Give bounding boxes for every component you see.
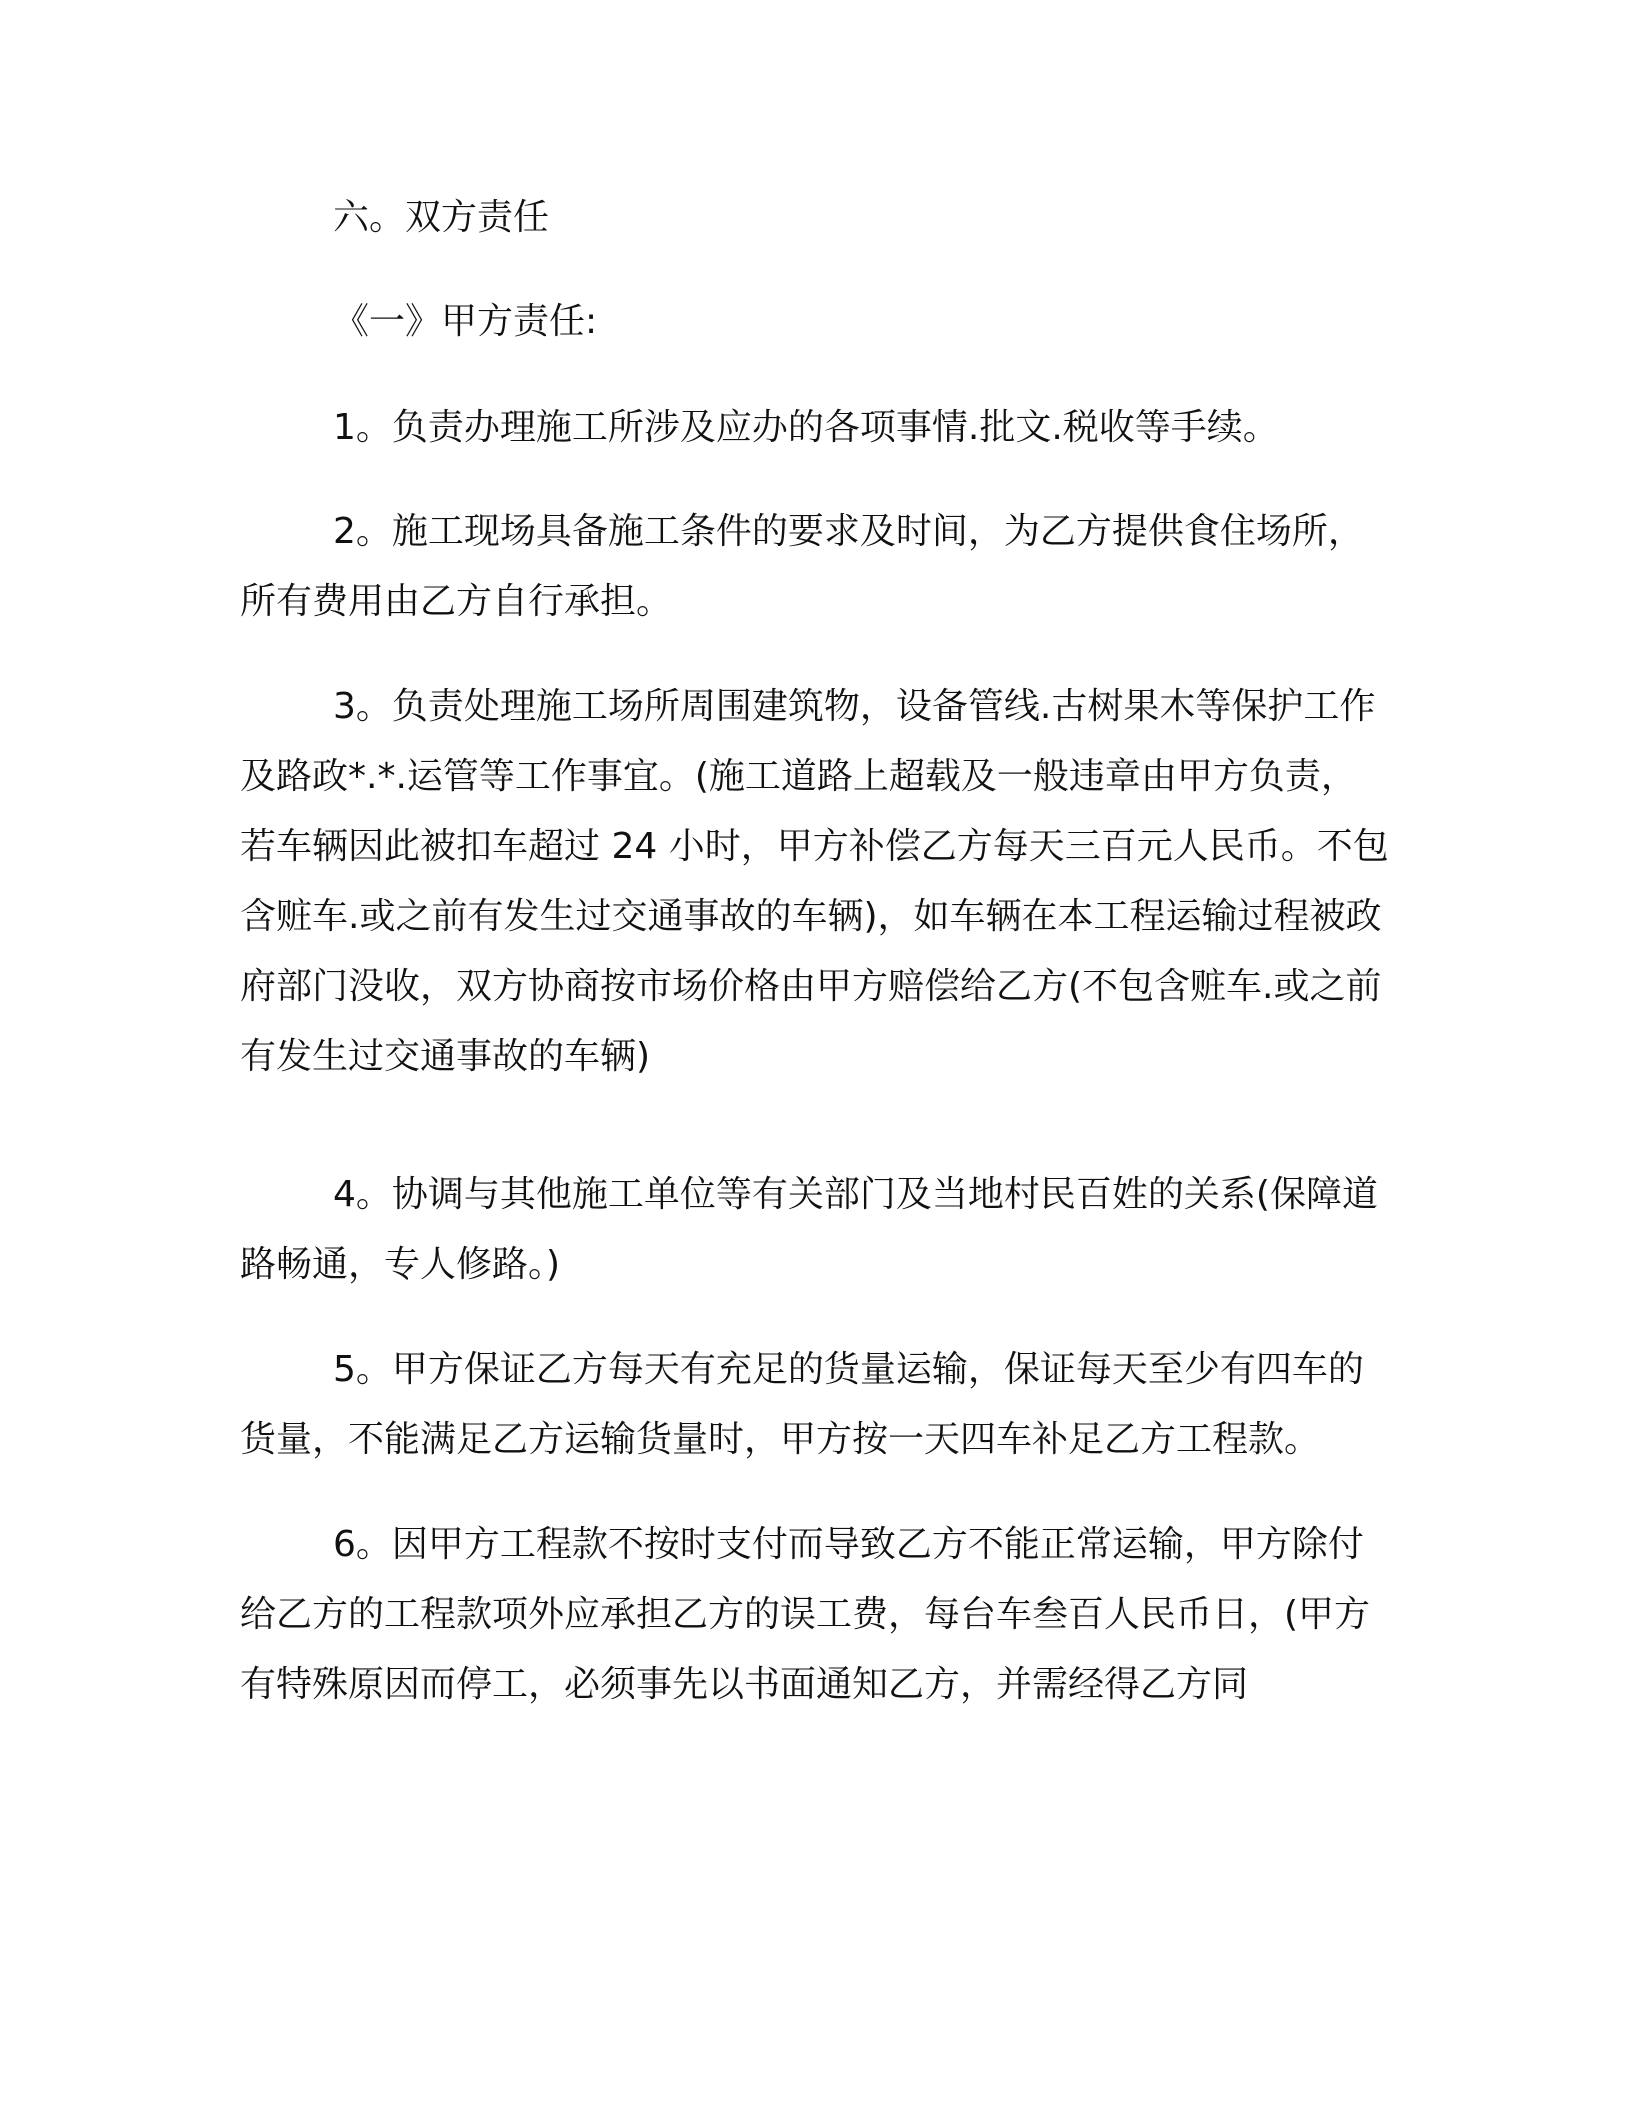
subsection-title: 《一》甲方责任: [333,301,598,342]
paragraph-6: 6。因甲方工程款不按时支付而导致乙方不能正常运输，甲方除付给乙方的工程款项外应承担乙方的误工费，每台车叁百人民币日，(甲方有特殊原因而停工，必须事先以书面通知乙方，并需经得乙方同 [240,1524,1371,1705]
paragraph-5: 5。甲方保证乙方每天有充足的货量运输，保证每天至少有四车的货量，不能满足乙方运输货量时，甲方按一天四车补足乙方工程款。 [240,1349,1364,1460]
section-title: 六。双方责任 [333,197,550,238]
paragraph-4: 4。协调与其他施工单位等有关部门及当地村民百姓的关系(保障道路畅通，专人修路。) [240,1174,1378,1285]
paragraph-3: 3。负责处理施工场所周围建筑物，设备管线.古树果木等保护工作及路政*.*.运管等工作事宜。(施工道路上超载及一般违章由甲方负责，若车辆因此被扣车超过 24 小时，甲方补偿乙方每天三百元人民币。不包含赃车.或之前有发生过交通事故的车辆)，如车辆在本工程运输过程被政府部门没收，双方协商按市场价格由甲方赔偿给乙方(不包含赃车.或之前有发生过交通事故的车辆) [240,686,1389,1077]
paragraph-2: 2。施工现场具备施工条件的要求及时间，为乙方提供食住场所，所有费用由乙方自行承担。 [240,511,1364,622]
paragraph-1: 1。负责办理施工所涉及应办的各项事情.批文.税收等手续。 [333,407,1279,448]
